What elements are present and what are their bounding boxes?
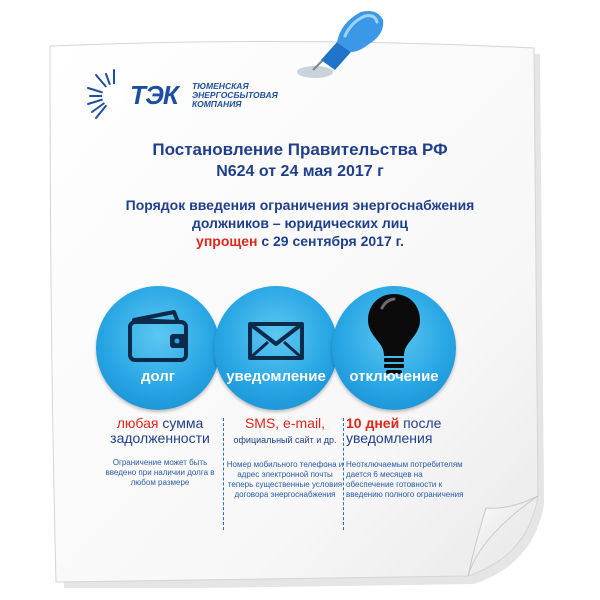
step-debt-description [100,416,220,488]
column-divider [223,418,224,530]
envelope-icon [214,286,338,410]
lightbulb-icon [332,286,456,410]
lead-highlight: любая [116,415,159,431]
logo-name-line: КОМПАНИЯ [192,99,242,109]
step-lead [346,416,466,446]
step-disconnection-description [346,416,466,500]
wallet-icon [96,286,220,410]
summary-date: с 29 сентября 2017 г. [257,233,404,249]
step-notification-circle [214,286,338,410]
step-lead [100,416,220,446]
step-lead [226,416,344,448]
lead-text: сумма [158,415,204,431]
summary-line: должников – юридических лиц [191,215,409,231]
step-note: Номер мобильного телефона и адрес электронной почты теперь существенные условия договора энергоснабжения [226,460,344,499]
lead-text: задолженности [110,430,210,446]
step-note: Неотключаемым потребителям дается 6 месяцев на обеспечение готовности к введению полного ограничения [346,460,464,499]
lead-text: после [399,415,442,431]
step-notification-description [226,416,344,500]
logo-name-line: ТЮМЕНСКАЯ [192,81,249,91]
step-label: долг [140,368,176,385]
logo-company-name [192,82,312,109]
lead-text: официальный сайт и др. [233,435,337,445]
lead-highlight: 10 дней [346,415,400,431]
decree-title: Постановление Правительства РФ [152,140,448,159]
step-note: Ограничение может быть введено при наличии долга в любом размере [105,458,215,487]
step-label: отключение [349,368,439,385]
decree-number: N624 от 24 мая 2017 г [216,163,384,180]
lead-text: уведомления [346,430,433,446]
step-label: уведомление [226,368,326,385]
step-debt-circle [96,286,220,410]
logo-name-line: ЭНЕРГОСБЫТОВАЯ [192,90,278,100]
summary-line: Порядок введения ограничения энергоснабжения [125,197,475,213]
step-disconnection-circle [332,286,456,410]
logo-abbreviation: ТЭК [130,80,178,110]
company-logo [84,66,304,126]
decree-summary [100,196,500,250]
summary-line [100,232,500,250]
highlight-simplified: упрощен [196,233,258,249]
lead-highlight: SMS, e-mail, [244,415,326,431]
